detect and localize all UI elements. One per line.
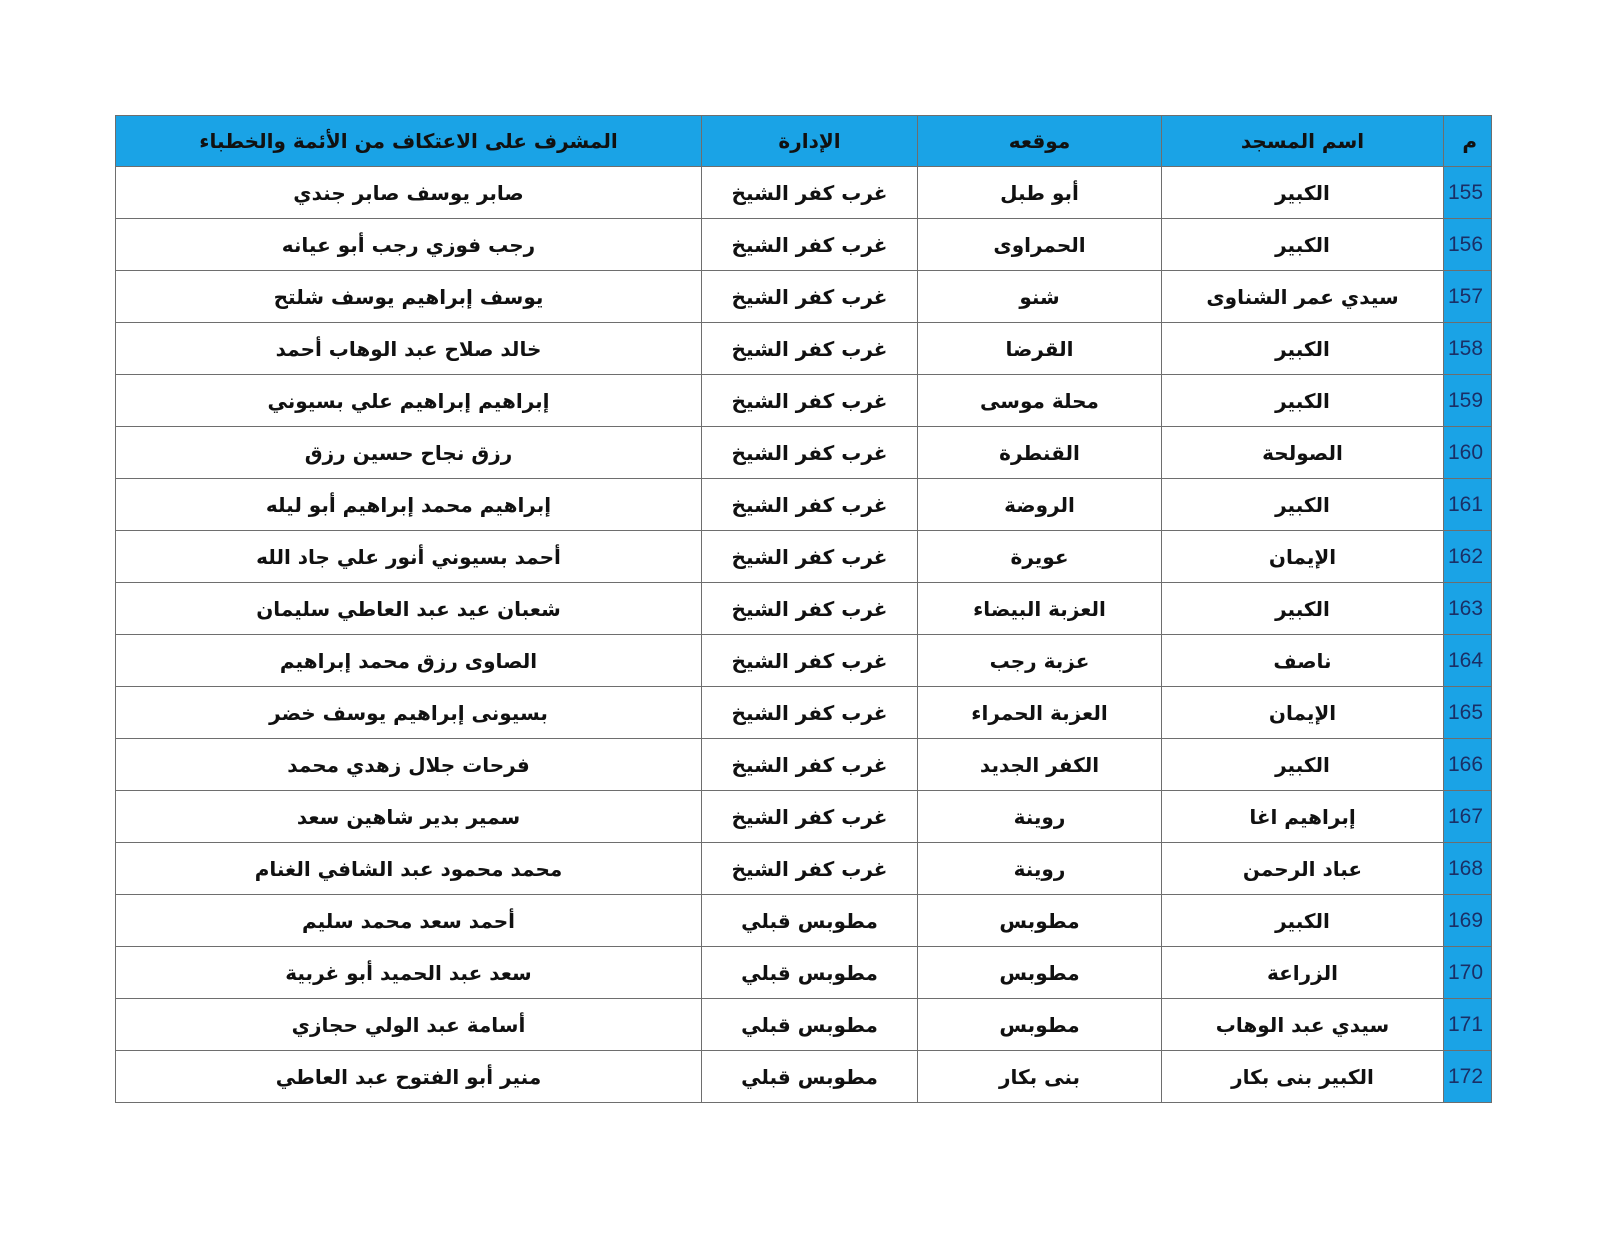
header-supervisor: المشرف على الاعتكاف من الأئمة والخطباء (116, 116, 702, 167)
cell-supervisor: بسيونى إبراهيم يوسف خضر (116, 687, 702, 739)
table-row (116, 999, 1492, 1051)
cell-mosque-name: ناصف (1162, 635, 1444, 687)
table-row (116, 583, 1492, 635)
cell-mosque-name: الكبير (1162, 167, 1444, 219)
cell-location: روينة (918, 791, 1162, 843)
table-row (116, 375, 1492, 427)
table-row (116, 427, 1492, 479)
table-header (116, 116, 1492, 167)
cell-num: 158 (1444, 323, 1492, 375)
cell-supervisor: الصاوى رزق محمد إبراهيم (116, 635, 702, 687)
cell-supervisor: منير أبو الفتوح عبد العاطي (116, 1051, 702, 1103)
cell-mosque-name: سيدي عمر الشناوى (1162, 271, 1444, 323)
table-row (116, 687, 1492, 739)
table-row (116, 271, 1492, 323)
cell-location: العزبة البيضاء (918, 583, 1162, 635)
cell-mosque-name: عباد الرحمن (1162, 843, 1444, 895)
cell-supervisor: محمد محمود عبد الشافي الغنام (116, 843, 702, 895)
cell-supervisor: فرحات جلال زهدي محمد (116, 739, 702, 791)
cell-location: عويرة (918, 531, 1162, 583)
cell-mosque-name: إبراهيم اغا (1162, 791, 1444, 843)
header-num: م (1444, 116, 1492, 167)
cell-administration: غرب كفر الشيخ (702, 375, 918, 427)
cell-supervisor: إبراهيم إبراهيم علي بسيوني (116, 375, 702, 427)
header-administration: الإدارة (702, 116, 918, 167)
cell-num: 165 (1444, 687, 1492, 739)
cell-num: 155 (1444, 167, 1492, 219)
cell-location: العزبة الحمراء (918, 687, 1162, 739)
header-mosque-name: اسم المسجد (1162, 116, 1444, 167)
cell-location: أبو طبل (918, 167, 1162, 219)
cell-mosque-name: الإيمان (1162, 687, 1444, 739)
cell-location: مطوبس (918, 999, 1162, 1051)
table-row (116, 531, 1492, 583)
cell-supervisor: خالد صلاح عبد الوهاب أحمد (116, 323, 702, 375)
cell-location: عزبة رجب (918, 635, 1162, 687)
cell-location: القرضا (918, 323, 1162, 375)
cell-mosque-name: الكبير (1162, 219, 1444, 271)
cell-mosque-name: الكبير (1162, 375, 1444, 427)
cell-num: 157 (1444, 271, 1492, 323)
cell-administration: غرب كفر الشيخ (702, 167, 918, 219)
table-body (116, 167, 1492, 1103)
cell-administration: غرب كفر الشيخ (702, 739, 918, 791)
cell-mosque-name: الكبير (1162, 583, 1444, 635)
cell-supervisor: شعبان عيد عبد العاطي سليمان (116, 583, 702, 635)
cell-supervisor: إبراهيم محمد إبراهيم أبو ليله (116, 479, 702, 531)
cell-num: 169 (1444, 895, 1492, 947)
cell-mosque-name: الكبير (1162, 479, 1444, 531)
mosques-table (115, 115, 1492, 1103)
cell-administration: غرب كفر الشيخ (702, 271, 918, 323)
cell-location: بنى بكار (918, 1051, 1162, 1103)
cell-location: مطوبس (918, 895, 1162, 947)
cell-supervisor: سمير بدير شاهين سعد (116, 791, 702, 843)
cell-administration: غرب كفر الشيخ (702, 687, 918, 739)
cell-administration: غرب كفر الشيخ (702, 479, 918, 531)
table-row (116, 739, 1492, 791)
cell-administration: غرب كفر الشيخ (702, 843, 918, 895)
table-row (116, 167, 1492, 219)
table-row (116, 219, 1492, 271)
cell-num: 164 (1444, 635, 1492, 687)
cell-location: شنو (918, 271, 1162, 323)
table-row (116, 791, 1492, 843)
cell-num: 156 (1444, 219, 1492, 271)
itikaf-supervisors-sheet (115, 115, 1491, 1103)
cell-location: روينة (918, 843, 1162, 895)
cell-supervisor: سعد عبد الحميد أبو غربية (116, 947, 702, 999)
cell-administration: مطوبس قبلي (702, 947, 918, 999)
cell-location: الروضة (918, 479, 1162, 531)
cell-administration: غرب كفر الشيخ (702, 323, 918, 375)
table-row (116, 635, 1492, 687)
cell-mosque-name: الزراعة (1162, 947, 1444, 999)
cell-num: 160 (1444, 427, 1492, 479)
cell-mosque-name: الصولحة (1162, 427, 1444, 479)
cell-administration: غرب كفر الشيخ (702, 635, 918, 687)
cell-location: مطوبس (918, 947, 1162, 999)
cell-num: 172 (1444, 1051, 1492, 1103)
cell-mosque-name: الكبير (1162, 895, 1444, 947)
cell-mosque-name: سيدي عبد الوهاب (1162, 999, 1444, 1051)
cell-location: محلة موسى (918, 375, 1162, 427)
cell-supervisor: صابر يوسف صابر جندي (116, 167, 702, 219)
cell-administration: غرب كفر الشيخ (702, 583, 918, 635)
cell-supervisor: رجب فوزي رجب أبو عيانه (116, 219, 702, 271)
cell-supervisor: أحمد بسيوني أنور علي جاد الله (116, 531, 702, 583)
cell-location: القنطرة (918, 427, 1162, 479)
cell-mosque-name: الكبير بنى بكار (1162, 1051, 1444, 1103)
cell-administration: مطوبس قبلي (702, 1051, 918, 1103)
table-row (116, 947, 1492, 999)
cell-num: 163 (1444, 583, 1492, 635)
cell-supervisor: أسامة عبد الولي حجازي (116, 999, 702, 1051)
cell-num: 161 (1444, 479, 1492, 531)
cell-administration: مطوبس قبلي (702, 895, 918, 947)
cell-num: 167 (1444, 791, 1492, 843)
table-row (116, 1051, 1492, 1103)
table-row (116, 843, 1492, 895)
cell-num: 166 (1444, 739, 1492, 791)
cell-num: 170 (1444, 947, 1492, 999)
cell-administration: مطوبس قبلي (702, 999, 918, 1051)
cell-administration: غرب كفر الشيخ (702, 791, 918, 843)
cell-num: 162 (1444, 531, 1492, 583)
cell-supervisor: يوسف إبراهيم يوسف شلتح (116, 271, 702, 323)
cell-administration: غرب كفر الشيخ (702, 219, 918, 271)
table-row (116, 323, 1492, 375)
table-row (116, 479, 1492, 531)
cell-mosque-name: الكبير (1162, 739, 1444, 791)
header-row (116, 116, 1492, 167)
cell-location: الحمراوى (918, 219, 1162, 271)
cell-mosque-name: الإيمان (1162, 531, 1444, 583)
cell-supervisor: رزق نجاح حسين رزق (116, 427, 702, 479)
cell-num: 168 (1444, 843, 1492, 895)
cell-num: 171 (1444, 999, 1492, 1051)
table-row (116, 895, 1492, 947)
cell-supervisor: أحمد سعد محمد سليم (116, 895, 702, 947)
header-location: موقعه (918, 116, 1162, 167)
cell-administration: غرب كفر الشيخ (702, 427, 918, 479)
cell-mosque-name: الكبير (1162, 323, 1444, 375)
cell-administration: غرب كفر الشيخ (702, 531, 918, 583)
cell-location: الكفر الجديد (918, 739, 1162, 791)
cell-num: 159 (1444, 375, 1492, 427)
